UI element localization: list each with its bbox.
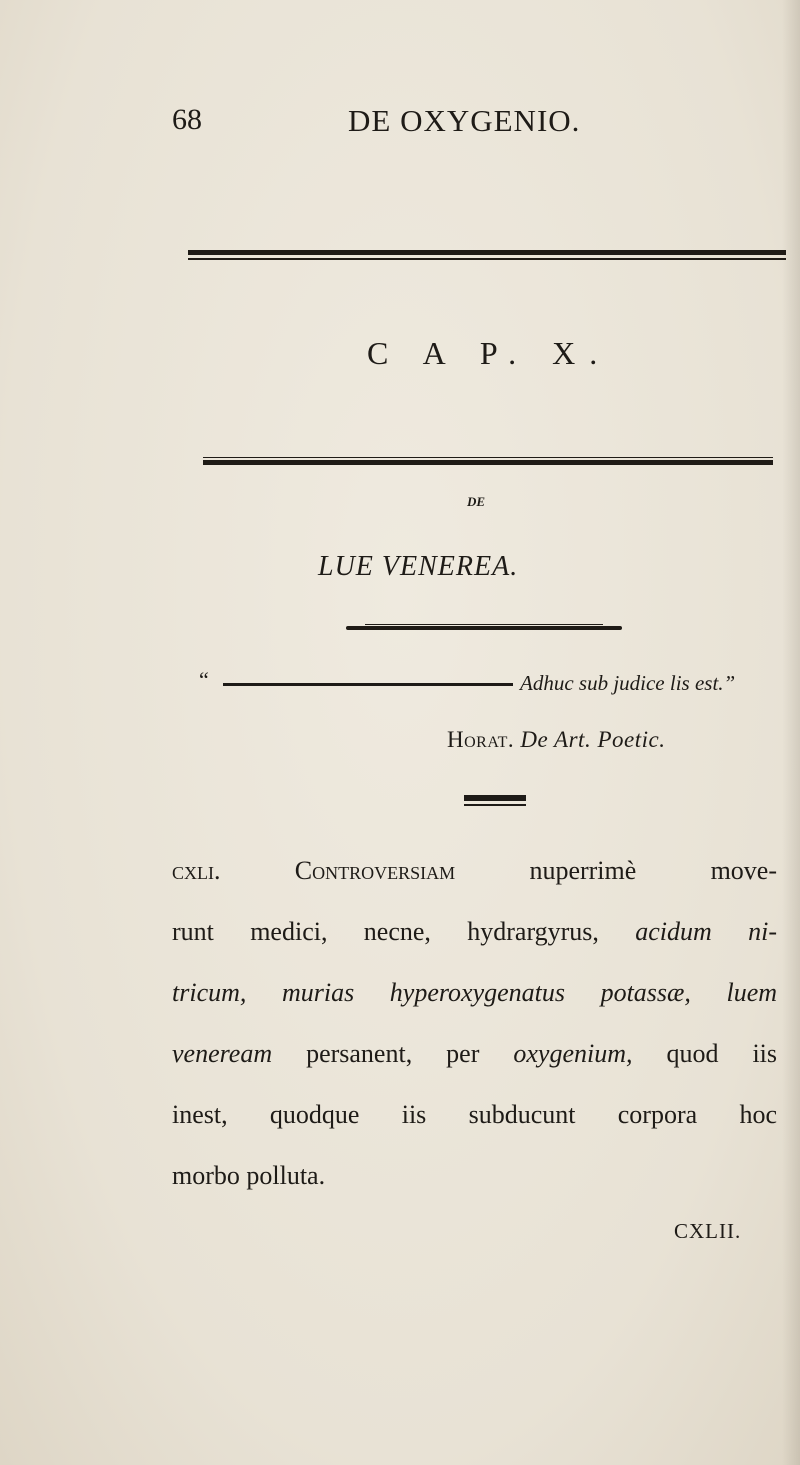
attribution-author: Horat. (447, 727, 515, 752)
paragraph-line: cxli. Controversiam nuperrimè move- (172, 856, 778, 885)
page-number: 68 (172, 103, 202, 136)
paragraph-lead-word: Controversiam (294, 856, 456, 885)
page-edge-shadow (782, 0, 800, 1465)
epigraph-text: Adhuc sub judice lis est.” (520, 671, 736, 695)
paragraph-line: runt medici, necne, hydrargyrus, acidum ni- (172, 917, 778, 946)
running-title: DE OXYGENIO. (348, 103, 581, 138)
attribution-work: De Art. Poetic. (520, 727, 666, 752)
chapter-preposition: DE (467, 494, 486, 509)
chapter-title: LUE VENEREA. (318, 551, 519, 582)
ornamental-rule-small (346, 626, 622, 630)
chapter-number: C A P. X. (367, 335, 612, 371)
section-ornament (464, 795, 526, 809)
paragraph-line: morbo polluta. (172, 1161, 326, 1190)
paragraph-cxli (172, 840, 777, 1206)
paragraph-line: veneream persanent, per oxygenium, quod iis (172, 1039, 778, 1068)
epigraph-open-quote: “ (199, 667, 209, 692)
catchword: CXLII. (674, 1219, 742, 1243)
epigraph-attribution (447, 727, 665, 753)
ornamental-rule-top (188, 250, 786, 255)
paragraph-number: cxli. (172, 856, 221, 885)
ornamental-rule-top-thin (188, 258, 786, 260)
ornamental-rule-small-thin (365, 624, 603, 625)
paragraph-line: tricum, murias hyperoxygenatus potassæ, luem (172, 978, 778, 1007)
ornamental-rule-middle (203, 460, 773, 465)
epigraph-dash (223, 683, 513, 686)
running-head (0, 103, 800, 143)
ornamental-rule-middle-thin (203, 457, 773, 458)
epigraph (199, 667, 799, 701)
paragraph-line: inest, quodque iis subducunt corpora hoc (172, 1100, 777, 1129)
